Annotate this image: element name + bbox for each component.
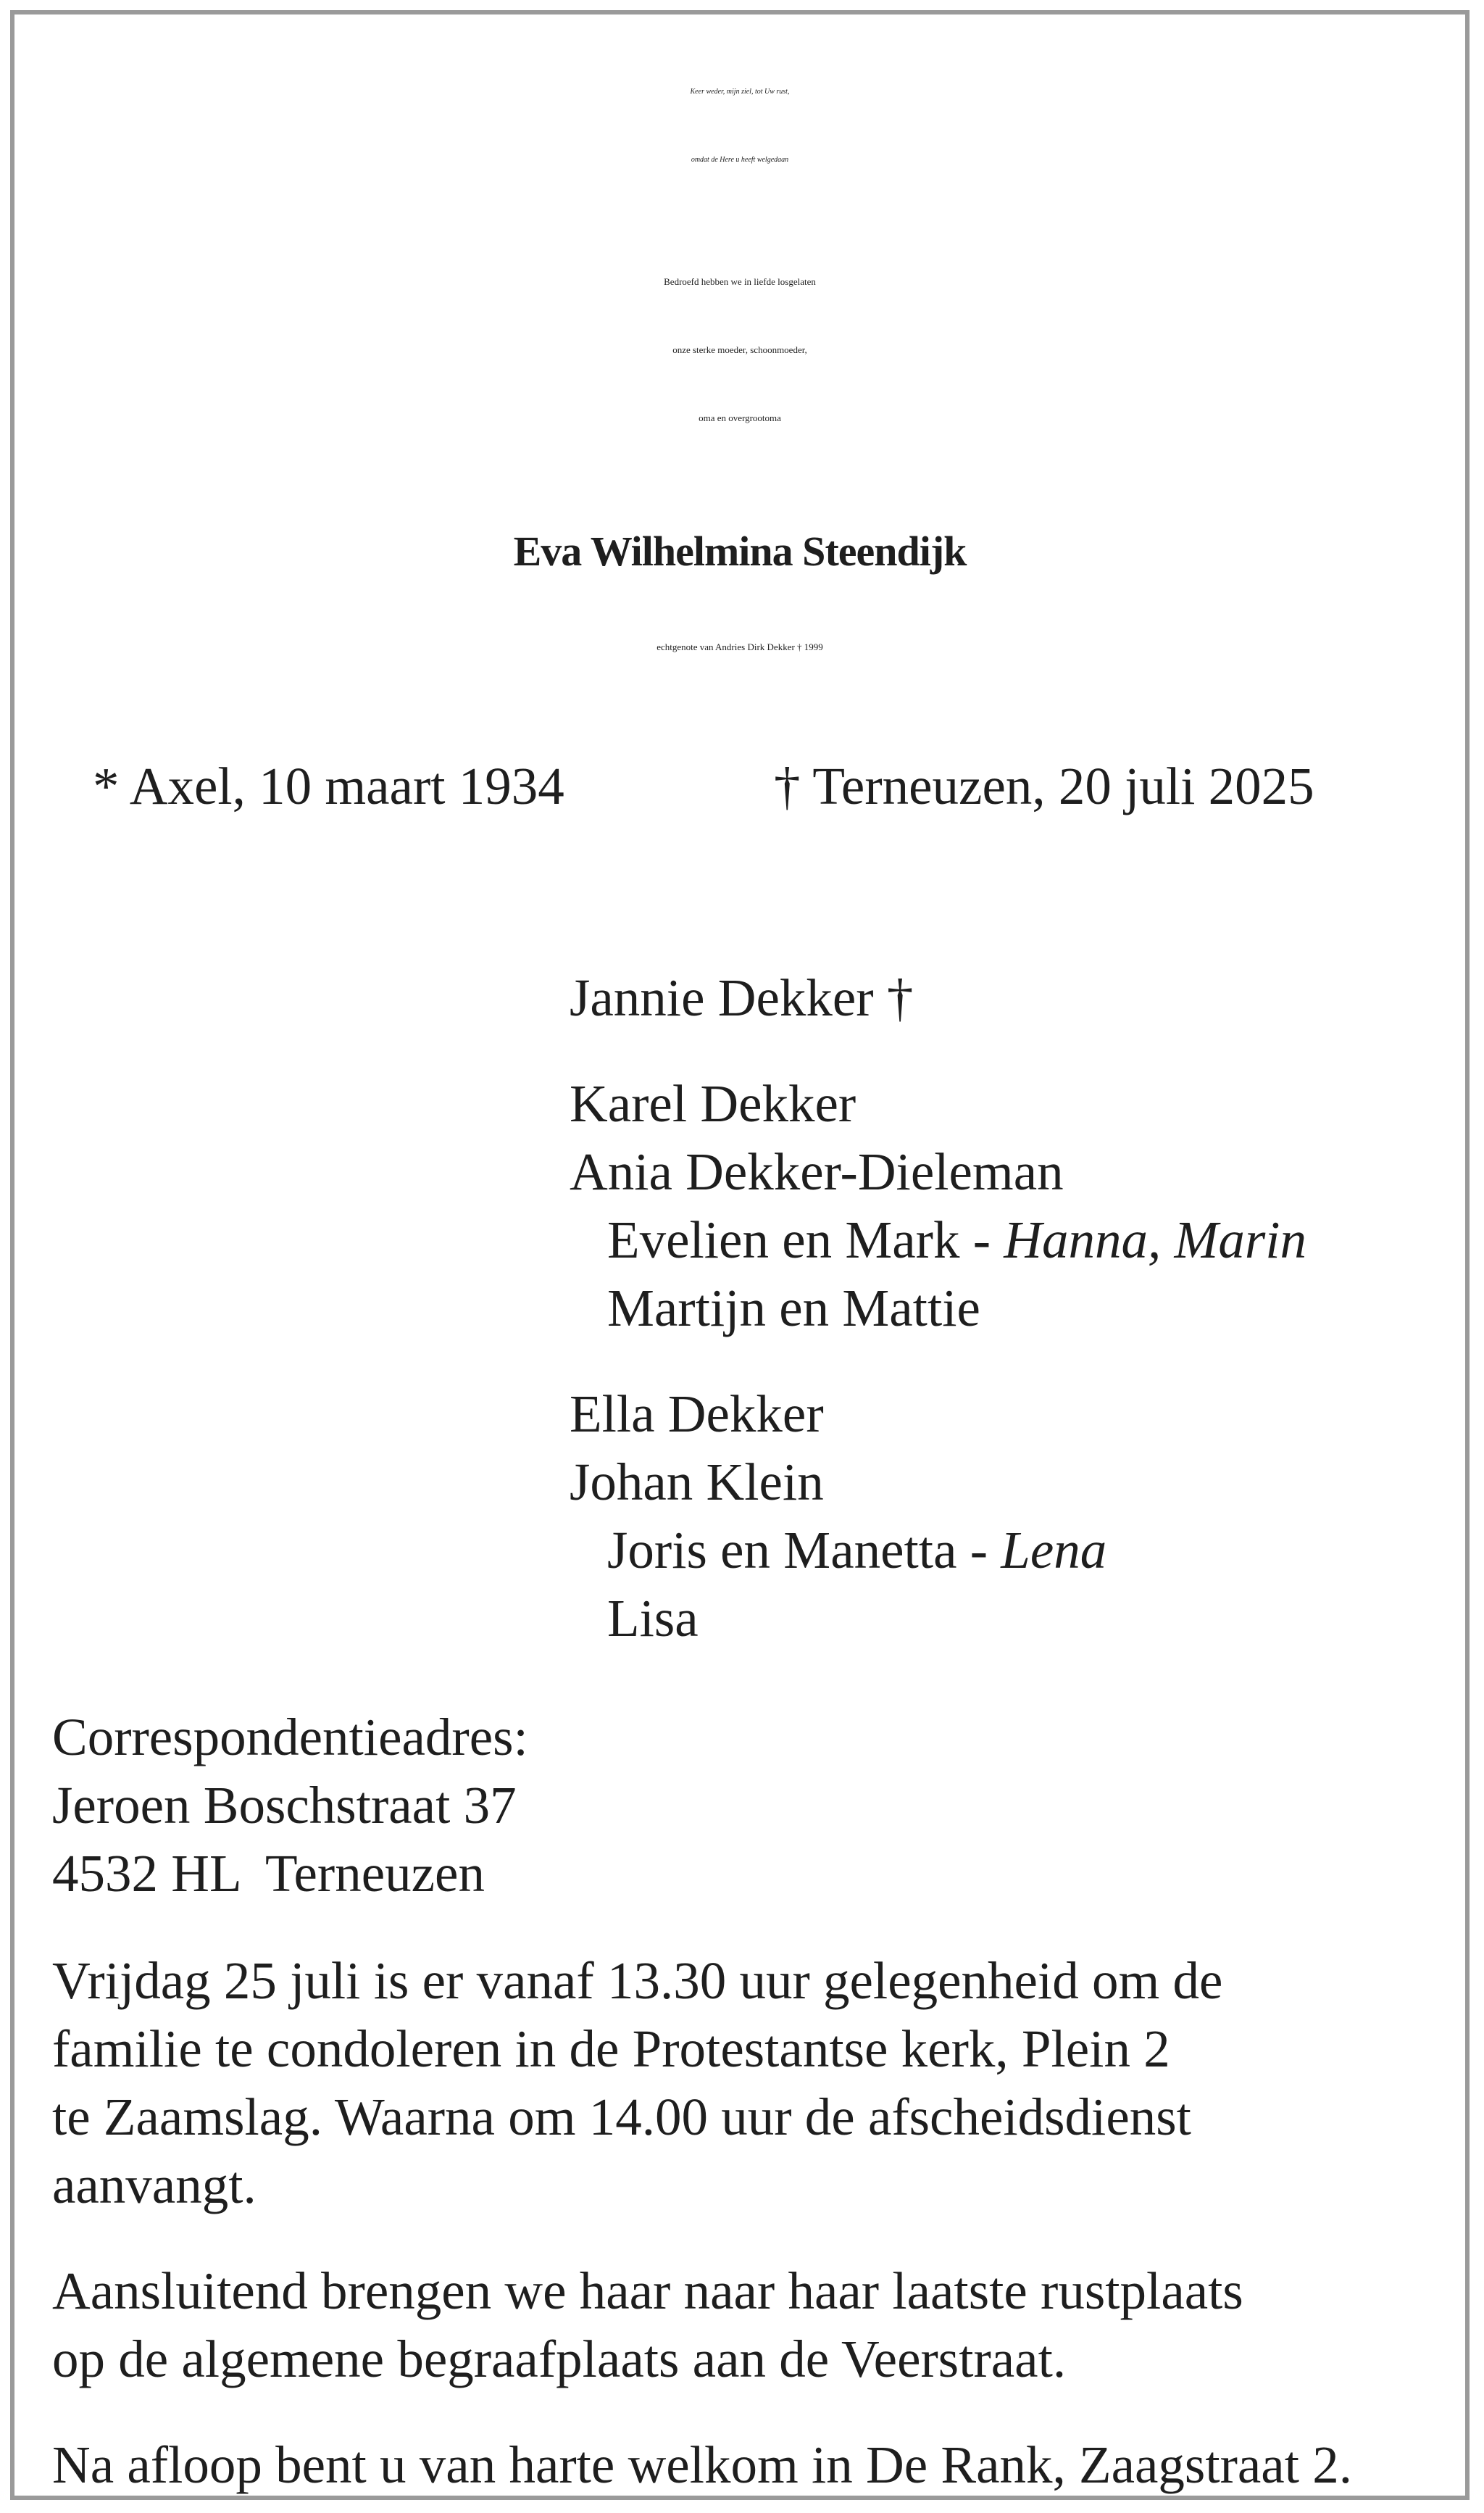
service-p3-line-1: Na afloop bent u van harte welkom in De Rank, Zaagstraat 2. [52,2435,1352,2494]
service-p2-line-2: op de algemene begraafplaats aan de Veerstraat. [52,2330,1067,2388]
family-g3-line-3-plain: Joris en Manetta - [607,1521,1001,1579]
family-g2-line-4: Martijn en Mattie [607,1279,980,1337]
family-g2-line-1: Karel Dekker [570,1074,856,1133]
service-p2-line-1: Aansluitend brengen we haar naar haar laatste rustplaats [52,2261,1243,2320]
family-g2-line-2: Ania Dekker-Dieleman [570,1142,1064,1201]
family-g3-line-4: Lisa [607,1589,699,1648]
service-p1-line-3: te Zaamslag. Waarna om 14.00 uur de afscheidsdienst [52,2088,1191,2146]
obituary-card [10,10,1470,2500]
family-g2-line-3-italic: Hanna, Marin [1004,1210,1307,1269]
intro-line-2: onze sterke moeder, schoonmoeder, [672,344,807,355]
family-g2-line-3-plain: Evelien en Mark - [607,1210,1004,1269]
birth-info: * Axel, 10 maart 1934 [93,757,564,815]
family-g1-line-1: Jannie Dekker † [570,968,914,1027]
spouse-line: echtgenote van Andries Dirk Dekker † 1999 [656,641,823,652]
address-label: Correspondentieadres: [52,1708,528,1766]
death-info: † Terneuzen, 20 juli 2025 [774,757,1314,815]
family-g3-line-2: Johan Klein [570,1453,824,1511]
address-street: Jeroen Boschstraat 37 [52,1776,517,1835]
motto-line-1: Keer weder, mijn ziel, tot Uw rust, [690,88,790,96]
address-city: 4532 HL Terneuzen [52,1844,485,1903]
family-g2-line-3 [607,1210,1307,1269]
deceased-name: Eva Wilhelmina Steendijk [513,528,967,575]
motto-line-2: omdat de Here u heeft welgedaan [691,156,789,164]
family-g3-line-3-italic: Lena [1001,1521,1107,1579]
intro-line-1: Bedroefd hebben we in liefde losgelaten [664,276,816,287]
service-p1-line-4: aanvangt. [52,2156,257,2214]
family-g3-line-3 [607,1521,1107,1579]
service-p1-line-2: familie te condoleren in de Protestantse kerk, Plein 2 [52,2019,1170,2078]
service-p1-line-1: Vrijdag 25 juli is er vanaf 13.30 uur gelegenheid om de [52,1951,1223,2010]
intro-line-3: oma en overgrootoma [699,412,781,423]
family-g3-line-1: Ella Dekker [570,1384,824,1443]
